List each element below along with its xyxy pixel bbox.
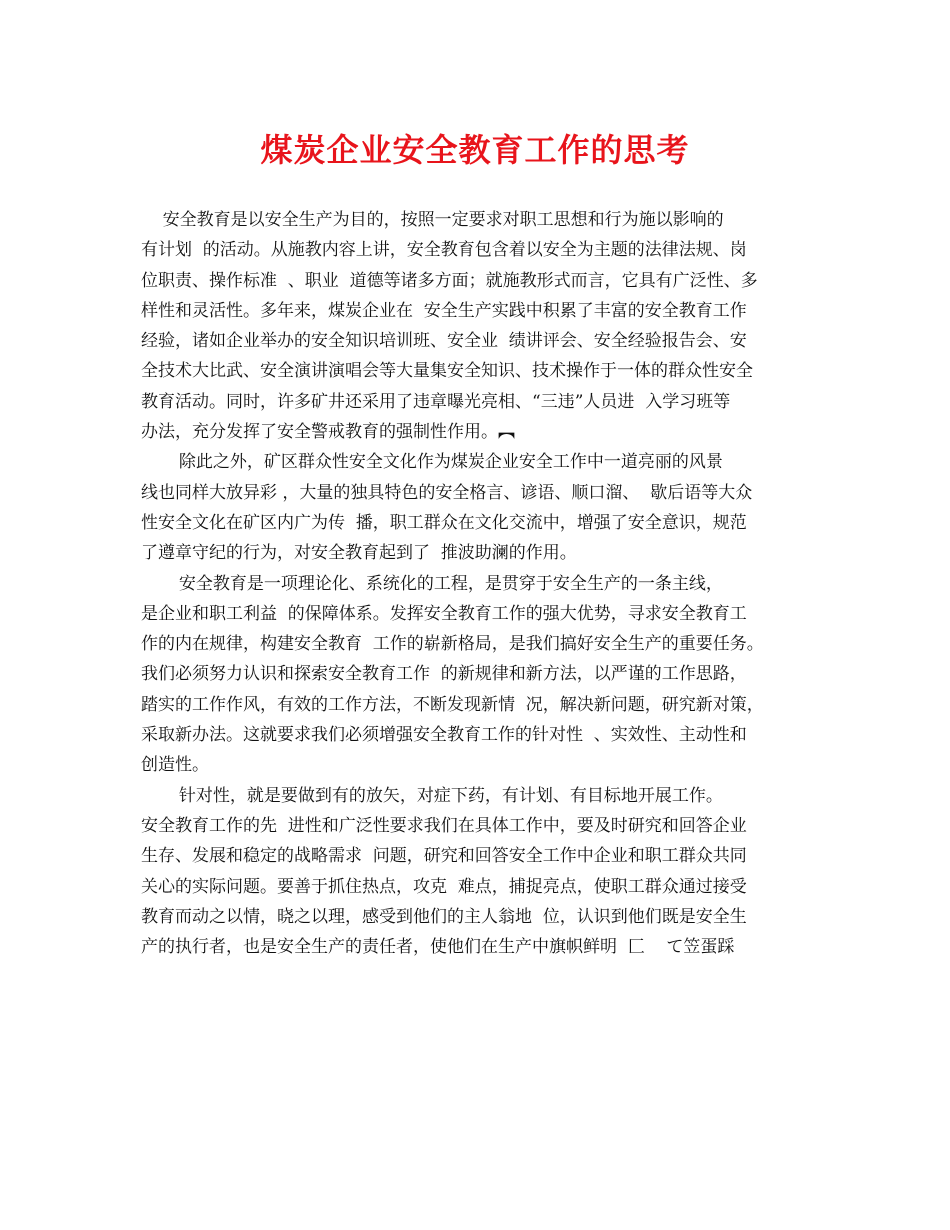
text-line: 安全教育是一项理论化、系统化的工程，是贯穿于安全生产的一条主线， — [141, 573, 723, 594]
text-line: 办法，充分发挥了安全警戒教育的强制性作用。︻ — [141, 422, 515, 443]
paragraph — [141, 205, 813, 447]
text-line: 性安全文化在矿区内广为传 播，职工群众在文化交流中，增强了安全意识，规范 — [141, 512, 747, 533]
text-line: 线也同样大放异彩 ，大量的独具特色的安全格言、谚语、顺口溜、 歇后语等大众 — [141, 482, 753, 503]
document-body — [141, 205, 813, 962]
text-line: 作的内在规律，构建安全教育 工作的崭新格局，是我们搞好安全生产的重要任务。 — [141, 634, 764, 655]
paragraph — [141, 781, 813, 963]
text-line: 关心的实际问题。要善于抓住热点，攻克 难点，捕捉亮点，使职工群众通过接受 — [141, 876, 747, 897]
text-line: 创造性。 — [141, 755, 209, 776]
document-title: 煤炭企业安全教育工作的思考 — [260, 131, 690, 169]
text-line: 安全教育是以安全生产为目的，按照一定要求对职工思想和行为施以影响的 — [141, 210, 724, 230]
text-line: 样性和灵活性。多年来，煤炭企业在 安全生产实践中积累了丰富的安全教育工作 — [141, 300, 747, 321]
text-line: 教育活动。同时，许多矿井还采用了违章曝光亮相、“三违”人员进 入学习班等 — [141, 391, 731, 412]
text-line: 踏实的工作作风，有效的工作方法，不断发现新情 况，解决新问题，研究新对策， — [141, 694, 764, 715]
text-line: 产的执行者，也是安全生产的责任者，使他们在生产中旗帜鲜明 匚 て笠蛋踩 — [141, 937, 735, 958]
paragraph — [141, 447, 813, 568]
text-line: 经验，诸如企业举办的安全知识培训班、安全业 绩讲评会、安全经验报告会、安 — [141, 331, 747, 352]
text-line: 了遵章守纪的行为，对安全教育起到了 推波助澜的作用。 — [141, 543, 577, 564]
text-line: 采取新办法。这就要求我们必须增强安全教育工作的针对性 、实效性、主动性和 — [141, 725, 747, 746]
text-line: 针对性，就是要做到有的放矢，对症下药，有计划、有目标地开展工作。 — [141, 785, 723, 806]
text-line: 全技术大比武、安全演讲演唱会等大量集安全知识、技术操作于一体的群众性安全 — [141, 361, 753, 382]
paragraph — [141, 569, 813, 781]
text-line: 是企业和职工利益 的保障体系。发挥安全教育工作的强大优势，寻求安全教育工 — [141, 603, 747, 624]
text-line: 有计划 的活动。从施教内容上讲，安全教育包含着以安全为主题的法律法规、岗 — [141, 240, 747, 261]
text-line: 生存、发展和稳定的战略需求 问题，研究和回答安全工作中企业和职工群众共同 — [141, 846, 747, 867]
text-line: 安全教育工作的先 进性和广泛性要求我们在具体工作中，要及时研究和回答企业 — [141, 815, 747, 836]
text-line: 教育而动之以情，晓之以理，感受到他们的主人翁地 位，认识到他们既是安全生 — [141, 906, 747, 927]
text-line: 位职责、操作标准 、职业 道德等诸多方面；就施教形式而言，它具有广泛性、多 — [141, 270, 758, 291]
text-line: 我们必须努力认识和探索安全教育工作 的新规律和新方法，以严谨的工作思路， — [141, 664, 747, 685]
text-line: 除此之外，矿区群众性安全文化作为煤炭企业安全工作中一道亮丽的风景 — [141, 452, 723, 473]
